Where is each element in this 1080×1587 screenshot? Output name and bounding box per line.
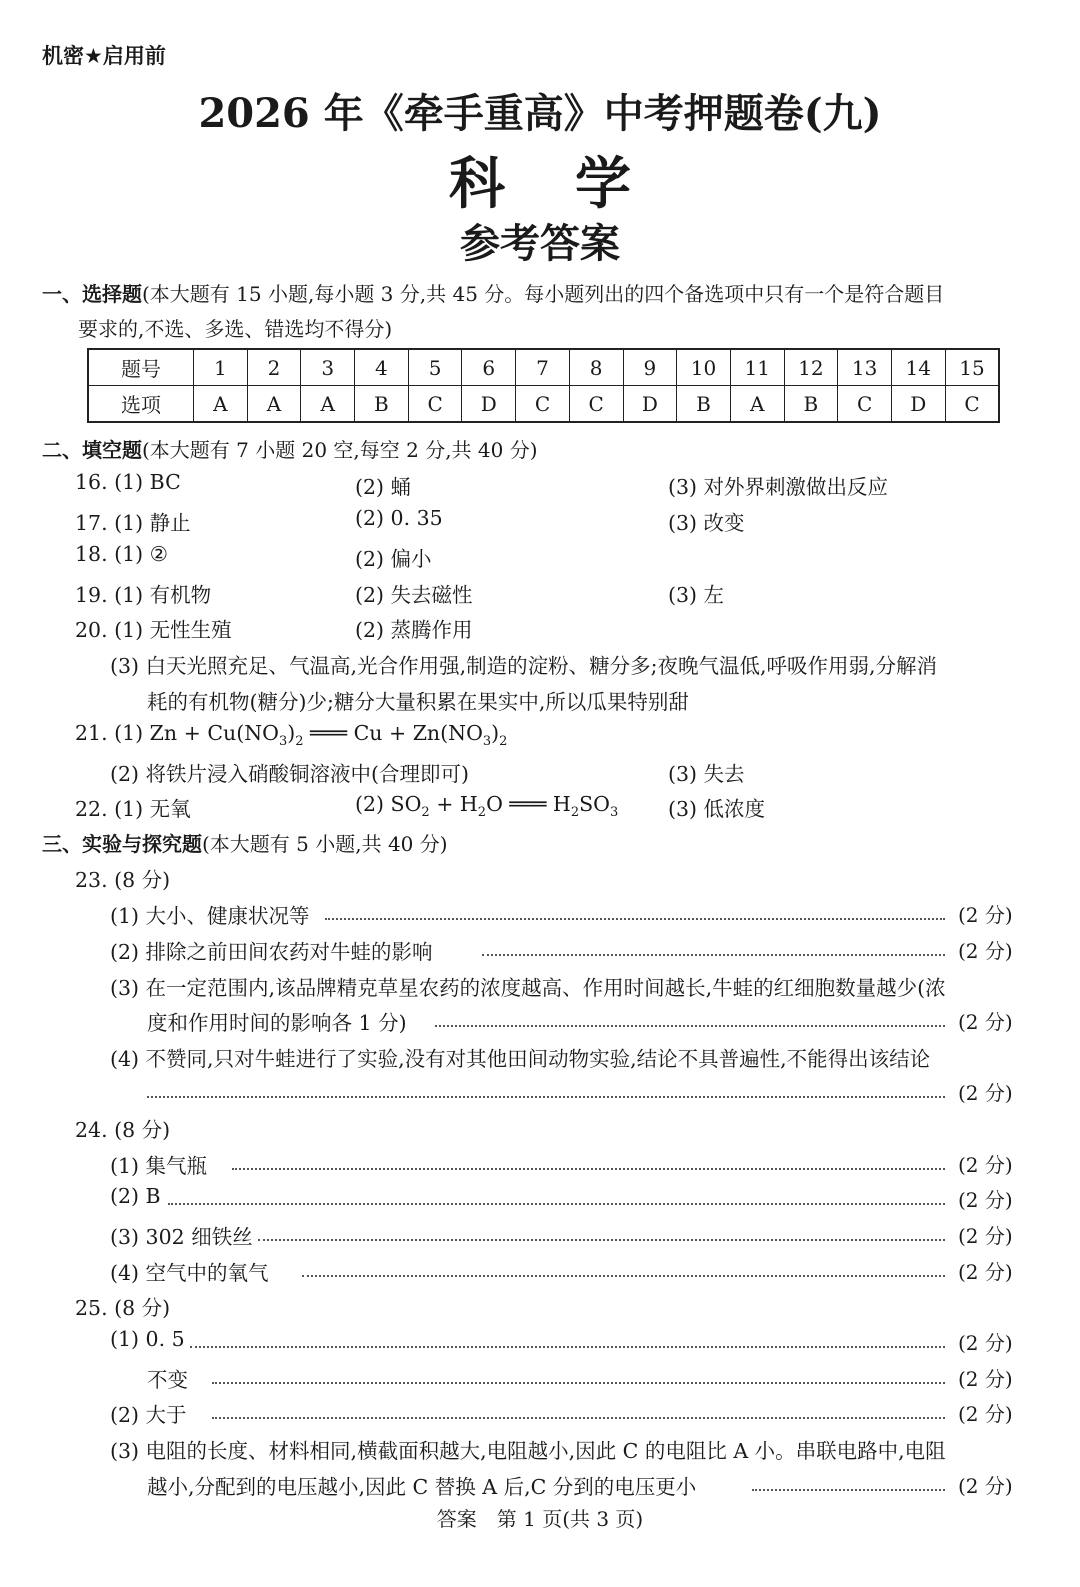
answer-cell: D [462, 386, 516, 423]
q20-answer-3-line2: 耗的有机物(糖分)少;糖分大量积累在果实中,所以瓜果特别甜 [147, 690, 689, 714]
points-label: (2 分) [958, 1224, 1013, 1248]
points-label: (2 分) [958, 1260, 1013, 1284]
section2-heading-line [42, 434, 538, 463]
subject-title: 科学 [449, 151, 701, 217]
answer-cell: A [730, 386, 784, 423]
q22-answer-2 [355, 792, 618, 820]
dot-leader [168, 1203, 945, 1205]
section2-desc: (本大题有 7 小题 20 空,每空 2 分,共 40 分) [142, 438, 538, 462]
q17-answer-1: 17. (1) 静止 [75, 511, 191, 535]
question-number: 10 [677, 349, 731, 386]
question-number: 1 [194, 349, 248, 386]
dot-leader [325, 918, 945, 920]
answer-cell: C [408, 386, 462, 423]
dot-leader [212, 1382, 945, 1384]
q19-answer-2: (2) 失去磁性 [355, 583, 473, 607]
question-number: 3 [301, 349, 355, 386]
q21-equation-right: ═══ Cu + Zn(NO [303, 721, 483, 745]
table-row-answers [88, 386, 999, 423]
q23-part3-line2: 度和作用时间的影响各 1 分) [147, 1011, 407, 1035]
question-number: 11 [730, 349, 784, 386]
answer-cell: B [677, 386, 731, 423]
answer-table [87, 348, 1000, 423]
dot-leader [302, 1275, 945, 1277]
q25-part1: (1) 0. 5 [110, 1327, 185, 1351]
q22-eq-part1: (2) SO [355, 792, 422, 816]
dot-leader [232, 1168, 945, 1170]
points-label: (2 分) [958, 1153, 1013, 1177]
q20-answer-2: (2) 蒸腾作用 [355, 618, 473, 642]
q21-answer-2: (2) 将铁片浸入硝酸铜溶液中(合理即可) [110, 762, 470, 786]
q22-answer-3: (3) 低浓度 [668, 797, 766, 821]
q16-answer-3: (3) 对外界刺激做出反应 [668, 475, 889, 499]
points-label: (2 分) [958, 1474, 1013, 1498]
table-header-number: 题号 [88, 349, 194, 386]
q18-answer-1: 18. (1) ② [75, 542, 169, 566]
q23-part3-line1: (3) 在一定范围内,该品牌精克草星农药的浓度越高、作用时间越长,牛蛙的红细胞数量越少(浓 [110, 976, 946, 1000]
answer-cell: A [301, 386, 355, 423]
q25-part2: (2) 大于 [110, 1403, 187, 1427]
subscript: 2 [570, 805, 580, 821]
q21-answer-1: 21. (1) $Zn + Cu(NO_3)_2$ ═══ $Cu + Zn(NO_3)_2$ [75, 721, 508, 750]
q20-answer-3-line1: (3) 白天光照充足、气温高,光合作用强,制造的淀粉、糖分多;夜晚气温低,呼吸作用弱,分解消 [110, 654, 938, 678]
question-number: 8 [569, 349, 623, 386]
q16-answer-2: (2) 蛹 [355, 475, 412, 499]
question-number: 4 [355, 349, 409, 386]
subscript: 3 [278, 734, 288, 750]
q24-part4: (4) 空气中的氧气 [110, 1261, 269, 1285]
q20-answer-1: 20. (1) 无性生殖 [75, 618, 232, 642]
section3-desc: (本大题有 5 小题,共 40 分) [202, 832, 448, 856]
answer-cell: D [623, 386, 677, 423]
answer-cell: C [945, 386, 999, 423]
q23-heading: 23. (8 分) [75, 868, 171, 892]
q25-heading: 25. (8 分) [75, 1296, 171, 1320]
q22-answer-1: 22. (1) 无氧 [75, 797, 191, 821]
answer-cell: B [355, 386, 409, 423]
subscript: 2 [477, 805, 487, 821]
q21-answer-3: (3) 失去 [668, 762, 745, 786]
answer-cell: A [247, 386, 301, 423]
question-number: 5 [408, 349, 462, 386]
answer-cell: A [194, 386, 248, 423]
question-number: 6 [462, 349, 516, 386]
q25-part3-line2: 越小,分配到的电压越小,因此 C 替换 A 后,C 分到的电压更小 [147, 1475, 697, 1499]
section1-desc: (本大题有 15 小题,每小题 3 分,共 45 分。每小题列出的四个备选项中只有一个是符合题目 [142, 282, 945, 306]
answer-cell: D [891, 386, 945, 423]
points-label: (2 分) [958, 1367, 1013, 1391]
answer-key-title: 参考答案 [460, 220, 620, 267]
question-number: 13 [838, 349, 892, 386]
q24-part2: (2) B [110, 1184, 161, 1208]
subscript: 2 [295, 734, 304, 750]
answer-cell: C [516, 386, 570, 423]
subscript: 2 [421, 805, 430, 821]
q23-part1: (1) 大小、健康状况等 [110, 904, 310, 928]
q22-eq-part4: SO [579, 792, 610, 816]
question-number: 14 [891, 349, 945, 386]
confidential-label: 机密★启用前 [42, 44, 166, 68]
q16-answer-1: 16. (1) BC [75, 470, 181, 494]
dot-leader [212, 1417, 945, 1419]
question-number: 2 [247, 349, 301, 386]
section3-heading-line [42, 828, 448, 857]
q24-part1: (1) 集气瓶 [110, 1154, 208, 1178]
answer-cell: C [569, 386, 623, 423]
section1-heading: 一、选择题 [42, 282, 142, 306]
q23-part2: (2) 排除之前田间农药对牛蛙的影响 [110, 940, 433, 964]
dot-leader [482, 954, 945, 956]
points-label: (2 分) [958, 939, 1013, 963]
q24-heading: 24. (8 分) [75, 1118, 171, 1142]
q19-answer-3: (3) 左 [668, 583, 725, 607]
question-number: 7 [516, 349, 570, 386]
section1-desc-line2: 要求的,不选、多选、错选均不得分) [78, 317, 393, 341]
page-footer: 答案 第 1 页(共 3 页) [436, 1507, 644, 1531]
q25-part3-line1: (3) 电阻的长度、材料相同,横截面积越大,电阻越小,因此 C 的电阻比 A 小。串联电路中,电阻 [110, 1439, 946, 1463]
q23-part4-line1: (4) 不赞同,只对牛蛙进行了实验,没有对其他田间动物实验,结论不具普遍性,不能得出该结论 [110, 1047, 931, 1071]
answer-cell: B [784, 386, 838, 423]
exam-title: 2026 年《牵手重高》中考押题卷(九) [198, 90, 882, 137]
subscript: 3 [482, 734, 492, 750]
table-header-answer: 选项 [88, 386, 194, 423]
table-row-numbers [88, 349, 999, 386]
subscript: 3 [609, 805, 619, 821]
q18-answer-2: (2) 偏小 [355, 547, 432, 571]
points-label: (2 分) [958, 1081, 1013, 1105]
dot-leader [258, 1239, 945, 1241]
section3-heading: 三、实验与探究题 [42, 832, 202, 856]
q17-answer-2: (2) 0. 35 [355, 506, 443, 530]
q22-eq-part3: O ═══ H [486, 792, 571, 816]
q24-part3: (3) 302 细铁丝 [110, 1225, 253, 1249]
dot-leader [147, 1096, 945, 1098]
q19-answer-1: 19. (1) 有机物 [75, 583, 212, 607]
q17-answer-3: (3) 改变 [668, 511, 745, 535]
points-label: (2 分) [958, 1010, 1013, 1034]
section1-heading-line [42, 278, 944, 307]
points-label: (2 分) [958, 903, 1013, 927]
question-number: 9 [623, 349, 677, 386]
dot-leader [190, 1346, 945, 1348]
question-number: 12 [784, 349, 838, 386]
subscript: 2 [499, 734, 508, 750]
section2-heading: 二、填空题 [42, 438, 142, 462]
q25-part1b: 不变 [147, 1368, 188, 1392]
points-label: (2 分) [958, 1188, 1013, 1212]
dot-leader [752, 1489, 945, 1491]
question-number: 15 [945, 349, 999, 386]
answer-cell: C [838, 386, 892, 423]
q21-equation-left: 21. (1) Zn + Cu(NO [75, 721, 279, 745]
points-label: (2 分) [958, 1402, 1013, 1426]
points-label: (2 分) [958, 1331, 1013, 1355]
dot-leader [435, 1025, 945, 1027]
q22-eq-part2: + H [429, 792, 478, 816]
